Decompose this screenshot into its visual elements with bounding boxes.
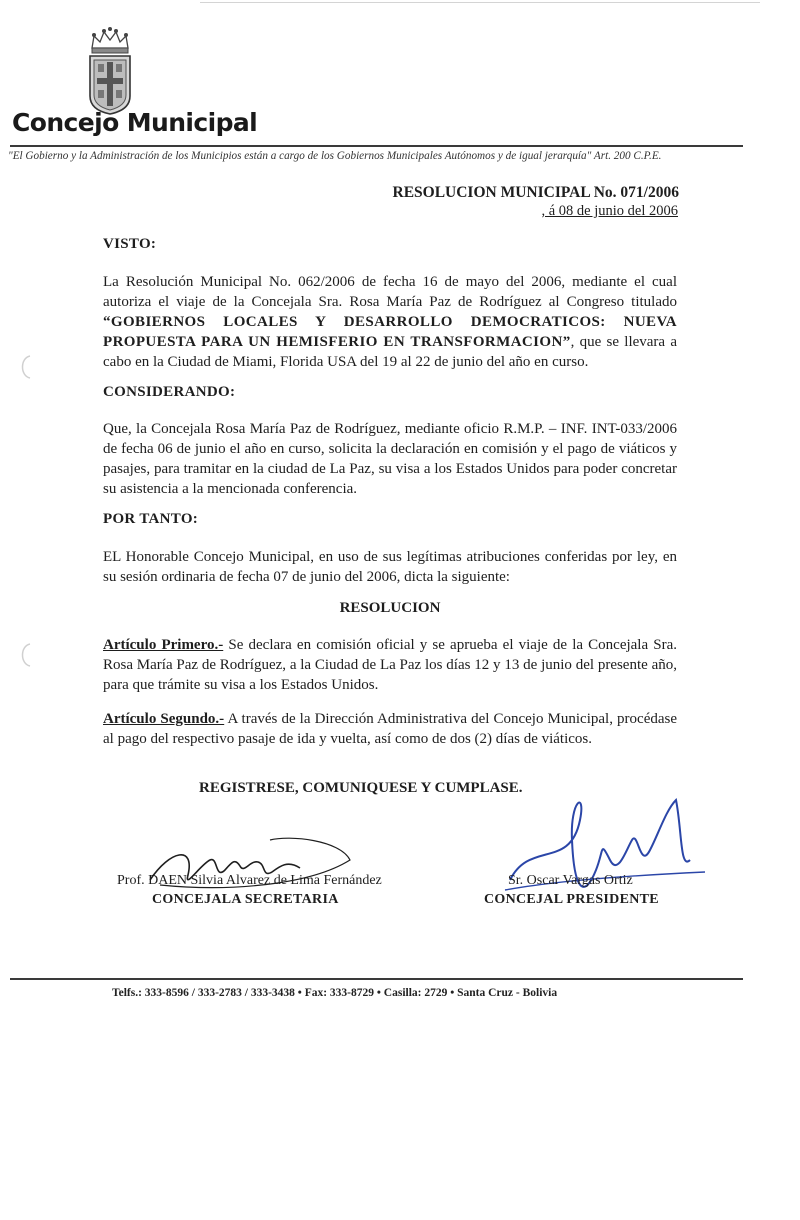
coat-of-arms-icon <box>84 26 136 116</box>
resolution-number: RESOLUCION MUNICIPAL No. 071/2006 <box>392 184 679 201</box>
secretary-role: CONCEJALA SECRETARIA <box>152 892 339 907</box>
por-tanto-heading: POR TANTO: <box>103 511 199 527</box>
article-second-text: A través de la Dirección Administrativa del Concejo Municipal, procédase al pago del respectivo pasaje de ida y vuelta, así como de dos (2) días de viáticos. <box>103 711 678 747</box>
signature-secretary <box>140 830 360 900</box>
closing-line: REGISTRESE, COMUNIQUESE Y CUMPLASE. <box>199 780 523 796</box>
considerando-heading: CONSIDERANDO: <box>103 384 236 400</box>
article-first-label: Artículo Primero.- <box>103 637 224 653</box>
footer-rule <box>10 978 743 980</box>
secretary-name: Prof. DAEN Silvia Alvarez de Lima Fernández <box>117 873 382 888</box>
president-name: Sr. Oscar Vargas Ortiz <box>508 873 633 888</box>
president-role: CONCEJAL PRESIDENTE <box>484 892 659 907</box>
congress-title: “GOBIERNOS LOCALES Y DESARROLLO DEMOCRATICOS: NUEVA PROPUESTA PARA UN HEMISFERIO EN TRANSFORMACION” <box>103 314 677 350</box>
footer-contact: Telfs.: 333-8596 / 333-2783 / 333-3438 • Fax: 333-8729 • Casilla: 2729 • Santa Cruz - Bolivia <box>112 987 558 999</box>
visto-paragraph <box>103 272 677 372</box>
margin-scan-mark <box>14 640 34 670</box>
article-first <box>103 635 677 695</box>
article-second <box>103 709 677 749</box>
visto-heading: VISTO: <box>103 236 157 252</box>
margin-scan-mark <box>14 352 34 382</box>
brand-title: Concejo Municipal <box>12 108 258 137</box>
resolution-date: , á 08 de junio del 2006 <box>541 203 678 219</box>
por-tanto-paragraph: EL Honorable Concejo Municipal, en uso de sus legítimas atribuciones conferidas por ley, en su sesión ordinaria de fecha 07 de junio del 2006, dicta la siguiente: <box>103 549 677 585</box>
top-edge-line <box>200 2 760 3</box>
header-rule <box>10 145 743 147</box>
article-first-text: Se declara en comisión oficial y se aprueba el viaje de la Concejala Sra. Rosa María Paz de Rodríguez, a la Ciudad de La Paz los días 12 y 13 de junio del presente año, para que trámite su visa a los Estados Unidos. <box>103 637 678 693</box>
article-second-label: Artículo Segundo.- <box>103 711 225 727</box>
visto-text-pre: La Resolución Municipal No. 062/2006 de fecha 16 de mayo del 2006, mediante el cual autoriza el viaje de la Concejala Sra. Rosa María Paz de Rodríguez al Congreso titulado <box>103 274 677 310</box>
header-motto: "El Gobierno y la Administración de los Municipios están a cargo de los Gobiernos Municipales Autónomos y de igual jerarquía" Art. 200 C.P.E. <box>8 150 662 162</box>
resolucion-heading: RESOLUCION <box>339 600 441 616</box>
visto-text-post: , que se llevara a cabo en la Ciudad de Miami, Florida USA del 19 al 22 de junio del año en curso. <box>103 334 677 370</box>
considerando-paragraph: Que, la Concejala Rosa María Paz de Rodríguez, mediante oficio R.M.P. – INF. INT-033/2006 de fecha 06 de junio el año en curso, solicita la declaración en comisión y el pago de viáticos y pasajes, para tramitar en la ciudad de La Paz, su visa a los Estados Unidos para poder concretar su asistencia a la mencionada conferencia. <box>103 421 677 497</box>
